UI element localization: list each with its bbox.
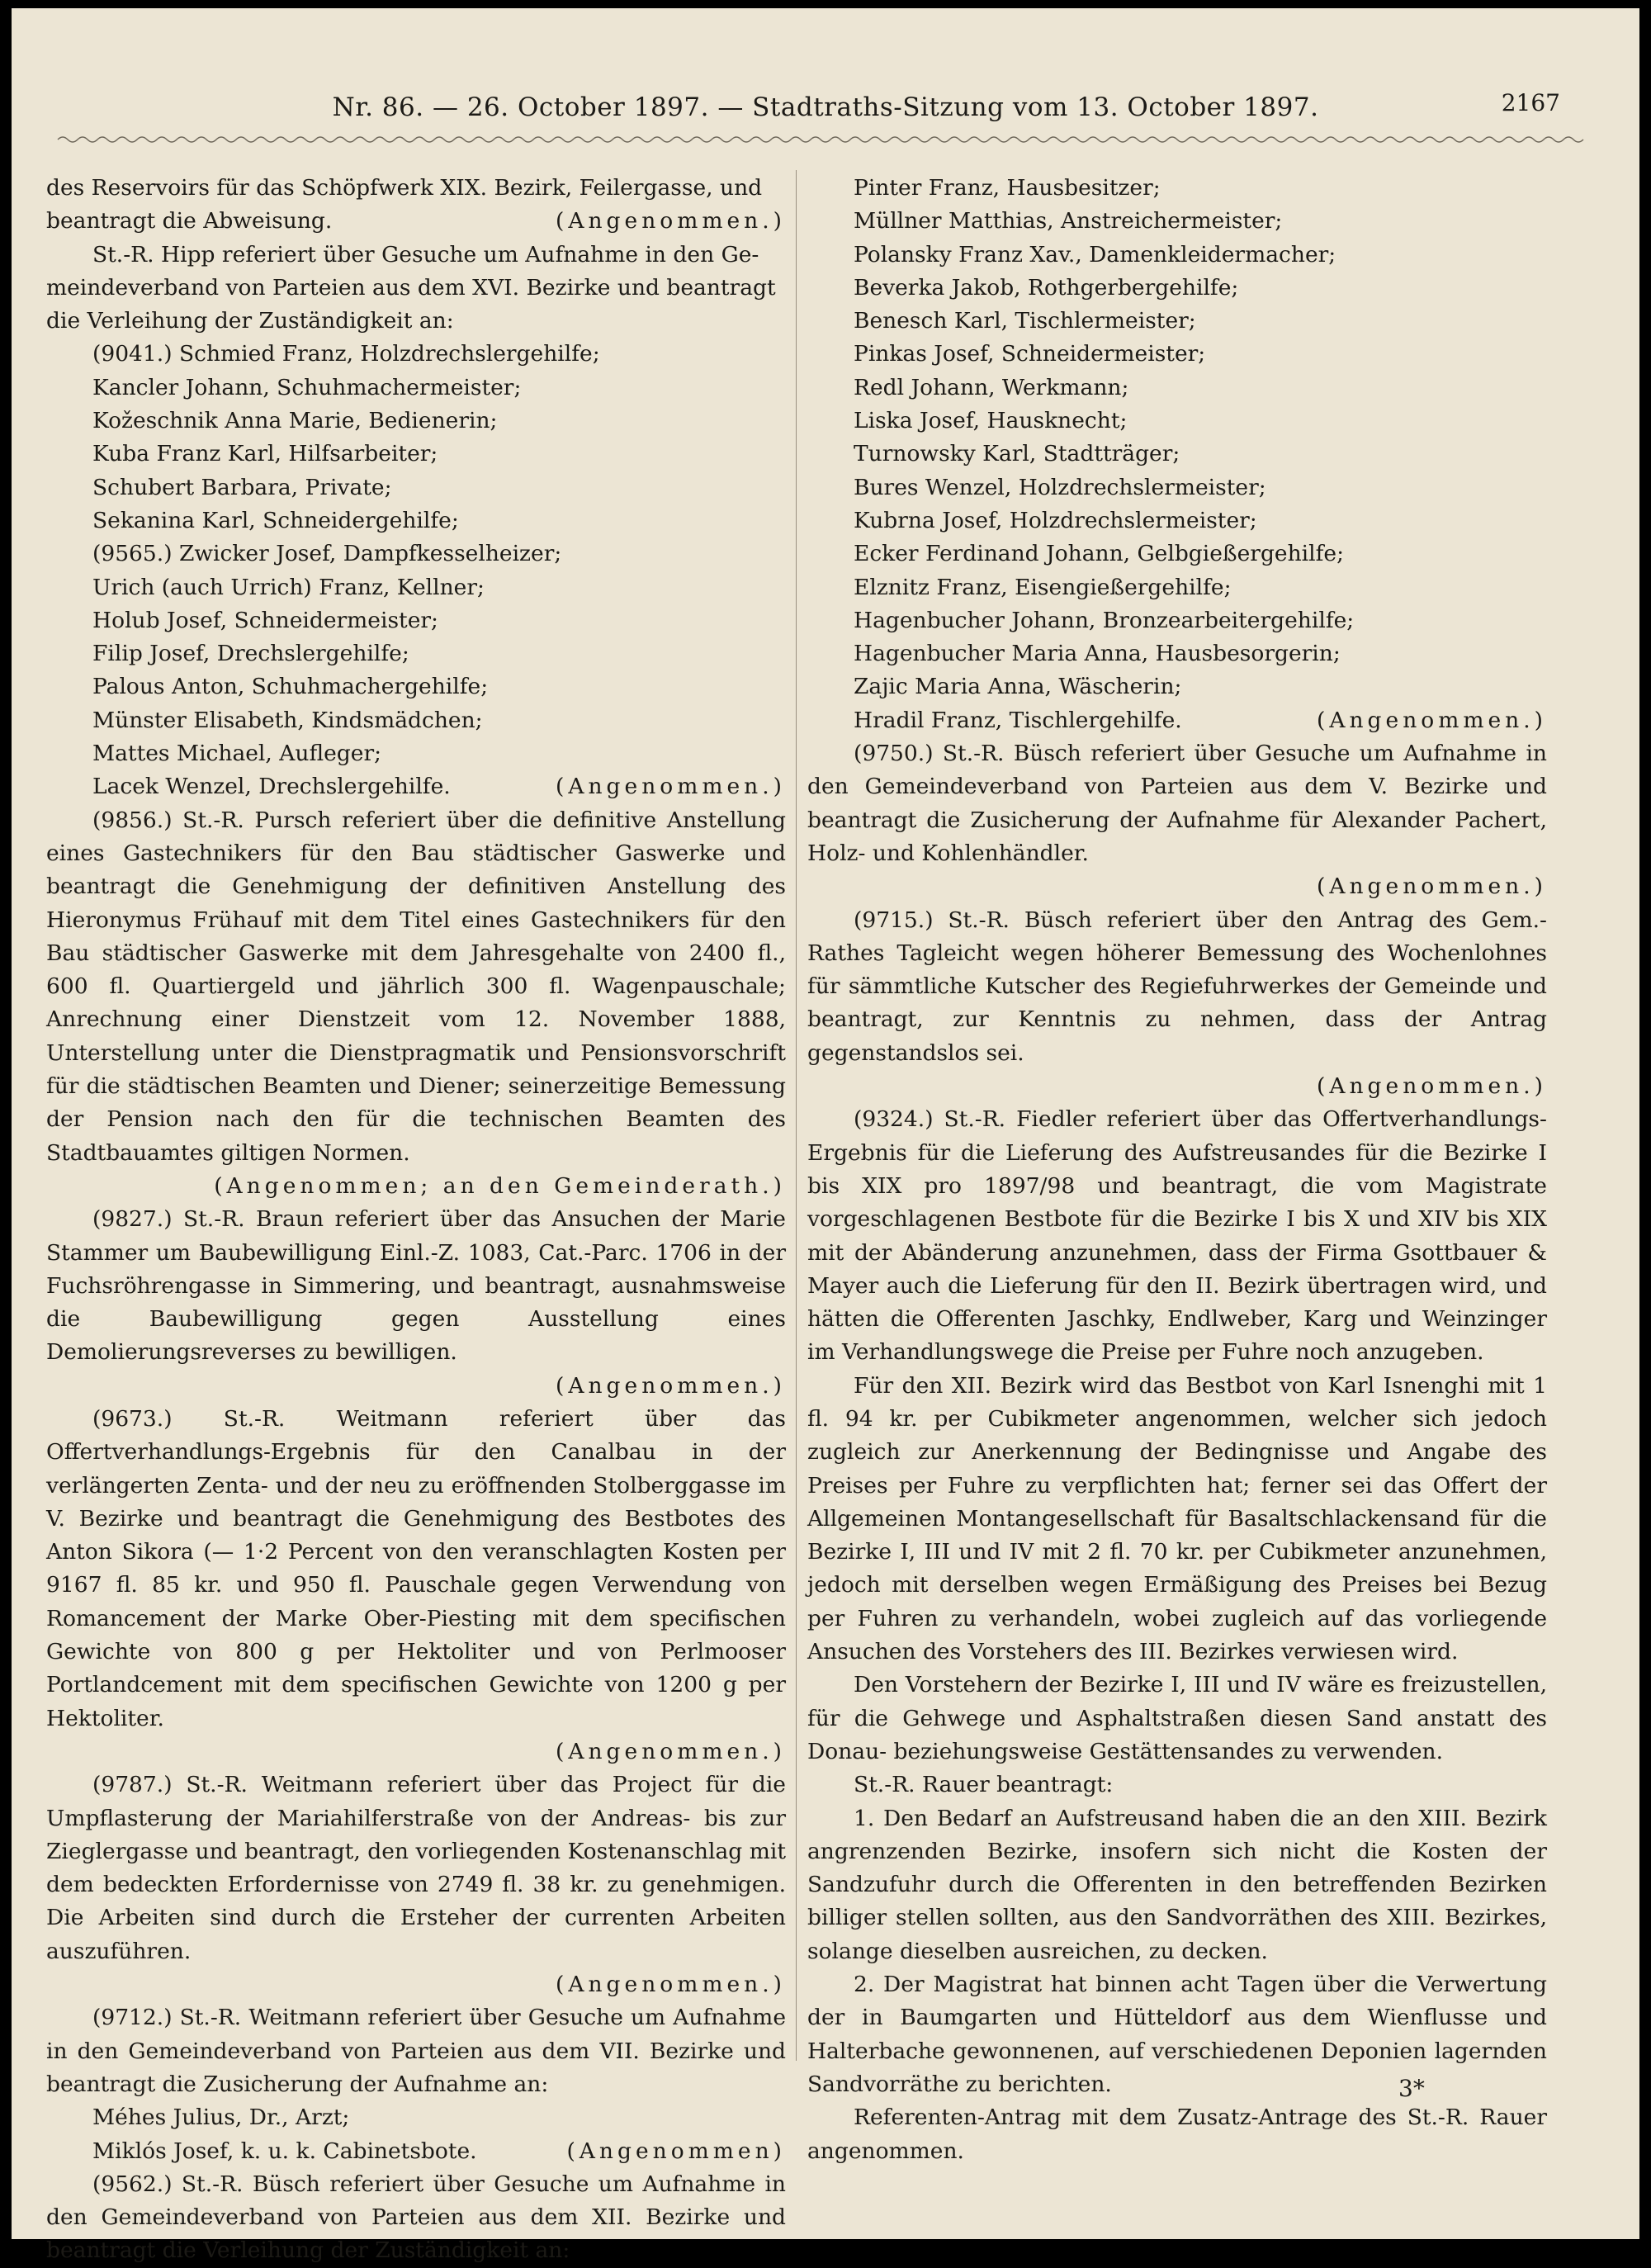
status-buesch-xii: (Angenommen.) xyxy=(1317,707,1547,733)
para-buesch-v: (9750.) St.-R. Büsch referiert über Gesuche um Aufnahme in den Gemeindeverband von Parteien aus dem V. Bezirke und beantragt die Zusicherung der Aufnahme für Alexander Pachert, Holz- und Kohlenhändler. xyxy=(807,741,1547,866)
para-braun: (9827.) St.-R. Braun referiert über das Ansuchen der Marie Stammer um Baubewilligung Einl.-Z. 1083, Cat.-Parc. 1706 in der Fuchsröhrengasse in Simmering, und beantragt, ausnahmsweise die Baubewilligung gegen Ausstellung eines Demolierungsreverses zu bewilligen. xyxy=(46,1206,786,1366)
para-hipp-line2: meindeverband von Parteien aus dem XVI. Bezirke und beantragt xyxy=(46,274,776,301)
list-item: Bures Wenzel, Holzdrechslermeister; xyxy=(854,474,1266,500)
para-weitmann-aufnahme: (9712.) St.-R. Weitmann referiert über Gesuche um Aufnahme in den Gemeindeverband von Parteien aus dem VII. Bezirke und beantragt die Zusicherung der Aufnahme an: xyxy=(46,2005,786,2097)
para-reservoir-text: beantragt die Abweisung. xyxy=(46,208,333,234)
para-hipp-line1: St.-R. Hipp referiert über Gesuche um Aufnahme in den Ge- xyxy=(92,241,759,268)
signature-mark: 3* xyxy=(1398,2075,1425,2102)
list-item: (9565.) Zwicker Josef, Dampfkesselheizer; xyxy=(92,541,562,567)
para-conclusion: Referenten-Antrag mit dem Zusatz-Antrage des St.-R. Rauer angenommen. xyxy=(807,2105,1547,2164)
list-item: Palous Anton, Schuhmachergehilfe; xyxy=(92,674,489,700)
list-item: Ecker Ferdinand Johann, Gelbgießergehilfe; xyxy=(854,541,1345,567)
list-item: Filip Josef, Drechslergehilfe; xyxy=(92,641,409,667)
para-buesch-kutscher: (9715.) St.-R. Büsch referiert über den Antrag des Gem.-Rathes Tagleicht wegen höherer Bemessung des Wochenlohnes für sämmtliche Kutscher des Regiefuhrwerkes der Gemeinde und beantragt, zur Kenntnis zu nehmen, dass der Antrag gegenstandslos sei. xyxy=(807,907,1547,1066)
status-buesch-kutscher: (Angenommen.) xyxy=(1317,1073,1547,1100)
para-rauer-intro: St.-R. Rauer beantragt: xyxy=(854,1772,1114,1798)
status-weitmann-aufnahme: (Angenommen) xyxy=(566,2138,786,2164)
para-fiedler: (9324.) St.-R. Fiedler referiert über das Offertverhandlungs-Ergebnis für die Lieferung des Aufstreusandes für die Bezirke I bis XIX pro 1897/98 und beantragt, die vom Magistrate vorgeschlagenen Bestbote für die Bezirke I bis X und XIV bis XIX mit der Abänderung anzunehmen, dass der Firma Gsottbauer & Mayer auch die Lieferung für den II. Bezirk übertragen wird, und hätten die Offerenten Jaschky, Endlweber, Karg und Weinzinger im Verhandlungswege die Preise per Fuhre noch anzugeben. xyxy=(807,1106,1547,1366)
list-item: Redl Johann, Werkmann; xyxy=(854,374,1129,400)
para-hipp-line3: die Verleihung der Zuständigkeit an: xyxy=(46,308,454,334)
para-xii-bezirk: Für den XII. Bezirk wird das Bestbot von Karl Isnenghi mit 1 fl. 94 kr. per Cubikmeter angenommen, welcher sich jedoch zugleich zur Anerkennung der Bedingnisse und Angabe des Preises per Fuhre zu verpflichten hat; ferner sei das Offert der Allgemeinen Montangesellschaft für Basaltschlackensand für die Bezirke I, III und IV mit 2 fl. 70 kr. per Cubikmeter anzunehmen, jedoch mit derselben wegen Ermäßigung des Preises bei Bezug per Fuhren zu verhandeln, wobei zugleich auf das vorliegende Ansuchen des Vorstehers des III. Bezirkes verwiesen wird. xyxy=(807,1372,1547,1665)
list-item: Benesch Karl, Tischlermeister; xyxy=(854,308,1196,334)
status-weitmann-canal: (Angenommen.) xyxy=(556,1738,786,1764)
list-item: Schubert Barbara, Private; xyxy=(92,474,392,500)
list-item: Méhes Julius, Dr., Arzt; xyxy=(92,2105,350,2131)
left-column xyxy=(46,172,786,2268)
list-item: Hagenbucher Maria Anna, Hausbesorgerin; xyxy=(854,641,1341,667)
status-reservoir: (Angenommen.) xyxy=(556,208,786,234)
list-item: Polansky Franz Xav., Damenkleidermacher; xyxy=(854,241,1336,268)
para-vorsteher: Den Vorstehern der Bezirke I, III und IV wäre es freizustellen, für die Gehwege und Asphaltstraßen diesen Sand anstatt des Donau- beziehungsweise Gestättensandes zu verwenden. xyxy=(807,1672,1547,1764)
right-column xyxy=(807,172,1547,2168)
list-item: (9041.) Schmied Franz, Holzdrechslergehilfe; xyxy=(92,341,600,367)
list-item: Turnowsky Karl, Stadtträger; xyxy=(854,441,1180,467)
list-item: Mattes Michael, Aufleger; xyxy=(92,741,382,767)
list-item-last xyxy=(807,704,1547,737)
list-item-last xyxy=(46,770,786,803)
para-weitmann-canal: (9673.) St.-R. Weitmann referiert über das Offertverhandlungs-Ergebnis für den Canalbau in der verlängerten Zenta- und der neu zu eröffnenden Stolberggasse im V. Bezirke und beantragt die Genehmigung des Bestbotes des Anton Sikora (— 1·2 Percent von den veranschlagten Kosten per 9167 fl. 85 kr. und 950 fl. Pauschale gegen Verwendung von Romancement der Marke Ober-Piesting mit dem specifischen Gewichte von 800 g per Hektoliter und von Perlmooser Portlandcement mit dem specifischen Gewichte von 1200 g per Hektoliter. xyxy=(46,1405,786,1731)
list-item: Kubrna Josef, Holzdrechslermeister; xyxy=(854,507,1257,533)
list-item: Kožeschnik Anna Marie, Bedienerin; xyxy=(92,408,498,434)
list-item: Hagenbucher Johann, Bronzearbeitergehilfe; xyxy=(854,607,1355,633)
list-item: Pinter Franz, Hausbesitzer; xyxy=(854,175,1161,201)
list-item: Holub Josef, Schneidermeister; xyxy=(92,607,438,633)
list-item: Münster Elisabeth, Kindsmädchen; xyxy=(92,707,483,733)
list-item-text: Miklós Josef, k. u. k. Cabinetsbote. xyxy=(92,2138,477,2164)
status-weitmann-pflaster: (Angenommen.) xyxy=(556,1972,786,1998)
header-rule xyxy=(58,134,1585,145)
para-reservoir-line1: des Reservoirs für das Schöpfwerk XIX. Bezirk, Feilergasse, und xyxy=(46,175,763,201)
list-item: Liska Josef, Hausknecht; xyxy=(854,408,1128,434)
page-header xyxy=(12,89,1639,129)
para-pursch: (9856.) St.-R. Pursch referiert über die definitive Anstellung eines Gastechnikers für den Bau städtischer Gaswerke und beantragt die Genehmigung der definitiven Anstellung des Hieronymus Frühauf mit dem Titel eines Gastechnikers für den Bau städtischer Gaswerke mit dem Jahresgehalte von 2400 fl., 600 fl. Quartiergeld und jährlich 300 fl. Wagenpauschale; Anrechnung einer Dienstzeit vom 12. November 1888, Unterstellung unter die Dienstpragmatik und Pensionsvorschrift für die städtischen Beamten und Diener; seinerzeitige Bemessung der Pension nach den für die technischen Beamten des Stadtbauamtes giltigen Normen. xyxy=(46,807,786,1166)
list-item: Pinkas Josef, Schneidermeister; xyxy=(854,341,1206,367)
header-title: Nr. 86. — 26. October 1897. — Stadtraths-Sitzung vom 13. October 1897. xyxy=(332,92,1319,122)
list-item: Beverka Jakob, Rothgerbergehilfe; xyxy=(854,274,1239,301)
list-item: Sekanina Karl, Schneidergehilfe; xyxy=(92,507,459,533)
list-item: Müllner Matthias, Anstreichermeister; xyxy=(854,208,1283,234)
page-number: 2167 xyxy=(1501,89,1560,116)
list-item: Elznitz Franz, Eisengießergehilfe; xyxy=(854,574,1232,600)
column-divider xyxy=(796,170,797,2061)
list-item-text: Lacek Wenzel, Drechslergehilfe. xyxy=(92,774,451,800)
list-item: Zajic Maria Anna, Wäscherin; xyxy=(854,674,1182,700)
status-buesch-v: (Angenommen.) xyxy=(1317,874,1547,900)
list-item-text: Hradil Franz, Tischlergehilfe. xyxy=(854,707,1182,733)
para-reservoir-line2 xyxy=(46,205,786,238)
list-item: Kuba Franz Karl, Hilfsarbeiter; xyxy=(92,441,438,467)
list-item: Kancler Johann, Schuhmachermeister; xyxy=(92,374,522,400)
status-braun: (Angenommen.) xyxy=(556,1372,786,1399)
para-rauer-2: 2. Der Magistrat hat binnen acht Tagen über die Verwertung der in Baumgarten und Hütteldorf aus dem Wienflusse und Halterbache gewonnenen, auf verschiedenen Deponien lagernden Sandvorräthe zu berichten. xyxy=(807,1972,1547,2097)
para-buesch-xii: (9562.) St.-R. Büsch referiert über Gesuche um Aufnahme in den Gemeindeverband von Parteien aus dem XII. Bezirke und beantragt die Verleihung der Zuständigkeit an: xyxy=(46,2171,786,2264)
list-item: Urich (auch Urrich) Franz, Kellner; xyxy=(92,574,485,600)
para-weitmann-pflaster: (9787.) St.-R. Weitmann referiert über das Project für die Umpflasterung der Mariahilferstraße von der Andreas- bis zur Zieglergasse und beantragt, den vorliegenden Kostenanschlag mit dem bedeckten Erfordernisse von 2749 fl. 38 kr. zu genehmigen. Die Arbeiten sind durch die Ersteher der currenten Arbeiten auszuführen. xyxy=(46,1772,786,1964)
newspaper-page xyxy=(12,8,1639,2264)
list-item-last xyxy=(46,2135,786,2168)
status-hipp: (Angenommen.) xyxy=(556,774,786,800)
para-rauer-1: 1. Den Bedarf an Aufstreusand haben die an den XIII. Bezirk angrenzenden Bezirke, insofern sich nicht die Kosten der Sandzufuhr durch die Offerenten in den betreffenden Bezirken billiger stellen sollten, aus den Sandvorräthen des XIII. Bezirkes, solange dieselben ausreichen, zu decken. xyxy=(807,1805,1547,1964)
status-pursch: (Angenommen; an den Gemeinderath.) xyxy=(214,1172,786,1199)
